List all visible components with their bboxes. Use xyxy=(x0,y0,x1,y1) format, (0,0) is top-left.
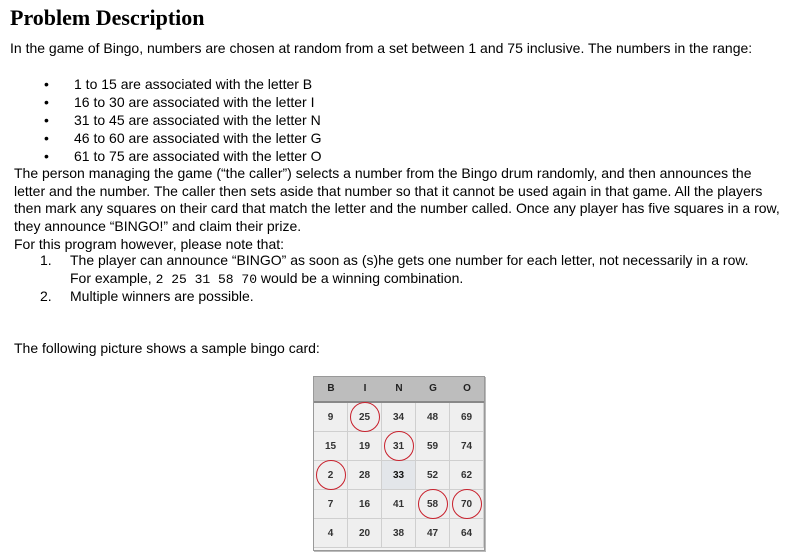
bingo-cell xyxy=(348,490,382,519)
bingo-cell xyxy=(314,461,348,490)
circle-mark-icon xyxy=(316,460,346,490)
bingo-number: 59 xyxy=(426,440,439,452)
range-text: 46 to 60 are associated with the letter G xyxy=(74,130,322,146)
code-example: 2 25 31 58 70 xyxy=(155,271,258,287)
bullet-icon: • xyxy=(44,148,49,164)
bingo-letter-g: G xyxy=(429,383,437,394)
bingo-cell xyxy=(382,519,416,548)
bingo-cell xyxy=(450,519,484,548)
bingo-letter-i: I xyxy=(363,383,367,394)
bingo-cell xyxy=(416,432,450,461)
bingo-number: 62 xyxy=(460,469,473,481)
range-text: 1 to 15 are associated with the letter B xyxy=(74,76,313,92)
intro-text: In the game of Bingo, numbers are chosen at random from a set between 1 and 75 inclusive. The numbers in the range: xyxy=(10,40,753,56)
bingo-cell xyxy=(382,432,416,461)
bingo-cell xyxy=(450,490,484,519)
bingo-cell xyxy=(348,519,382,548)
bingo-letter-b: B xyxy=(327,383,335,394)
bingo-number: 34 xyxy=(392,411,405,423)
bingo-cell xyxy=(348,432,382,461)
list-number: 1. xyxy=(40,252,52,268)
bingo-number: 33 xyxy=(392,469,405,481)
bingo-number: 70 xyxy=(460,498,473,510)
card-caption: The following picture shows a sample bingo card: xyxy=(14,340,320,356)
page-title: Problem Description xyxy=(10,5,205,30)
range-text: 61 to 75 are associated with the letter O xyxy=(74,148,322,164)
bingo-cell xyxy=(382,461,416,490)
list-item xyxy=(40,129,321,147)
notes-list xyxy=(38,252,773,306)
bingo-cell xyxy=(416,403,450,432)
bingo-number: 47 xyxy=(426,527,439,539)
bingo-card-header xyxy=(314,377,484,403)
bingo-cell xyxy=(314,403,348,432)
circle-mark-icon xyxy=(384,431,414,461)
bingo-cell xyxy=(450,403,484,432)
bingo-cell xyxy=(314,490,348,519)
bingo-number: 74 xyxy=(460,440,473,452)
bingo-number: 7 xyxy=(327,498,334,510)
list-item xyxy=(40,93,321,111)
bingo-letter-n: N xyxy=(395,383,403,394)
range-text: 16 to 30 are associated with the letter I xyxy=(74,94,315,110)
bullet-icon: • xyxy=(44,112,49,128)
bingo-cell xyxy=(314,432,348,461)
list-item xyxy=(38,288,773,306)
circle-mark-icon xyxy=(418,489,448,519)
bingo-cell xyxy=(450,461,484,490)
bingo-number: 19 xyxy=(358,440,371,452)
list-item xyxy=(40,111,321,129)
bullet-icon: • xyxy=(44,130,49,146)
range-list xyxy=(40,75,321,165)
bingo-number: 64 xyxy=(460,527,473,539)
list-item xyxy=(40,147,321,165)
bingo-cell xyxy=(450,432,484,461)
note-text: Multiple winners are possible. xyxy=(70,288,254,304)
bingo-number: 41 xyxy=(392,498,405,510)
bingo-number: 31 xyxy=(392,440,405,452)
bingo-number: 28 xyxy=(358,469,371,481)
bingo-number: 9 xyxy=(327,411,334,423)
bingo-cell xyxy=(416,519,450,548)
circle-mark-icon xyxy=(452,489,482,519)
list-item xyxy=(38,252,773,288)
caller-paragraph: The person managing the game (“the caller”) selects a number from the Bingo drum randomly, and then announces the letter and the number. The caller then sets aside that number so that it cannot be used again in that game. All the players then mark any squares on their card that match the letter and the number called. Once any player has five squares in a row, they announce “BINGO!” and claim their prize. xyxy=(14,165,780,234)
bingo-cell xyxy=(382,403,416,432)
bingo-cell xyxy=(348,461,382,490)
bullet-icon: • xyxy=(44,94,49,110)
bingo-cell xyxy=(348,403,382,432)
note-intro: For this program however, please note that: xyxy=(14,236,285,252)
bingo-card xyxy=(313,376,485,551)
bingo-number: 16 xyxy=(358,498,371,510)
bingo-number: 15 xyxy=(324,440,337,452)
bingo-number: 25 xyxy=(358,411,371,423)
bingo-number: 4 xyxy=(327,527,334,539)
bingo-number: 52 xyxy=(426,469,439,481)
range-text: 31 to 45 are associated with the letter N xyxy=(74,112,321,128)
bingo-card-grid xyxy=(314,403,484,548)
bingo-cell xyxy=(314,519,348,548)
bingo-number: 2 xyxy=(327,469,334,481)
bingo-number: 58 xyxy=(426,498,439,510)
bingo-cell xyxy=(416,490,450,519)
note-text-end: would be a winning combination. xyxy=(257,269,464,286)
list-item xyxy=(40,75,321,93)
bingo-number: 20 xyxy=(358,527,371,539)
bingo-number: 69 xyxy=(460,411,473,423)
note-text: The player can announce “BINGO” as soon as (s)he gets one number for each letter, not necessarily in a row. For example, xyxy=(70,252,749,286)
bingo-letter-o: O xyxy=(463,383,471,394)
circle-mark-icon xyxy=(350,402,380,432)
bullet-icon: • xyxy=(44,76,49,92)
bingo-number: 48 xyxy=(426,411,439,423)
bingo-cell xyxy=(382,490,416,519)
bingo-cell xyxy=(416,461,450,490)
list-number: 2. xyxy=(40,288,52,304)
bingo-number: 38 xyxy=(392,527,405,539)
